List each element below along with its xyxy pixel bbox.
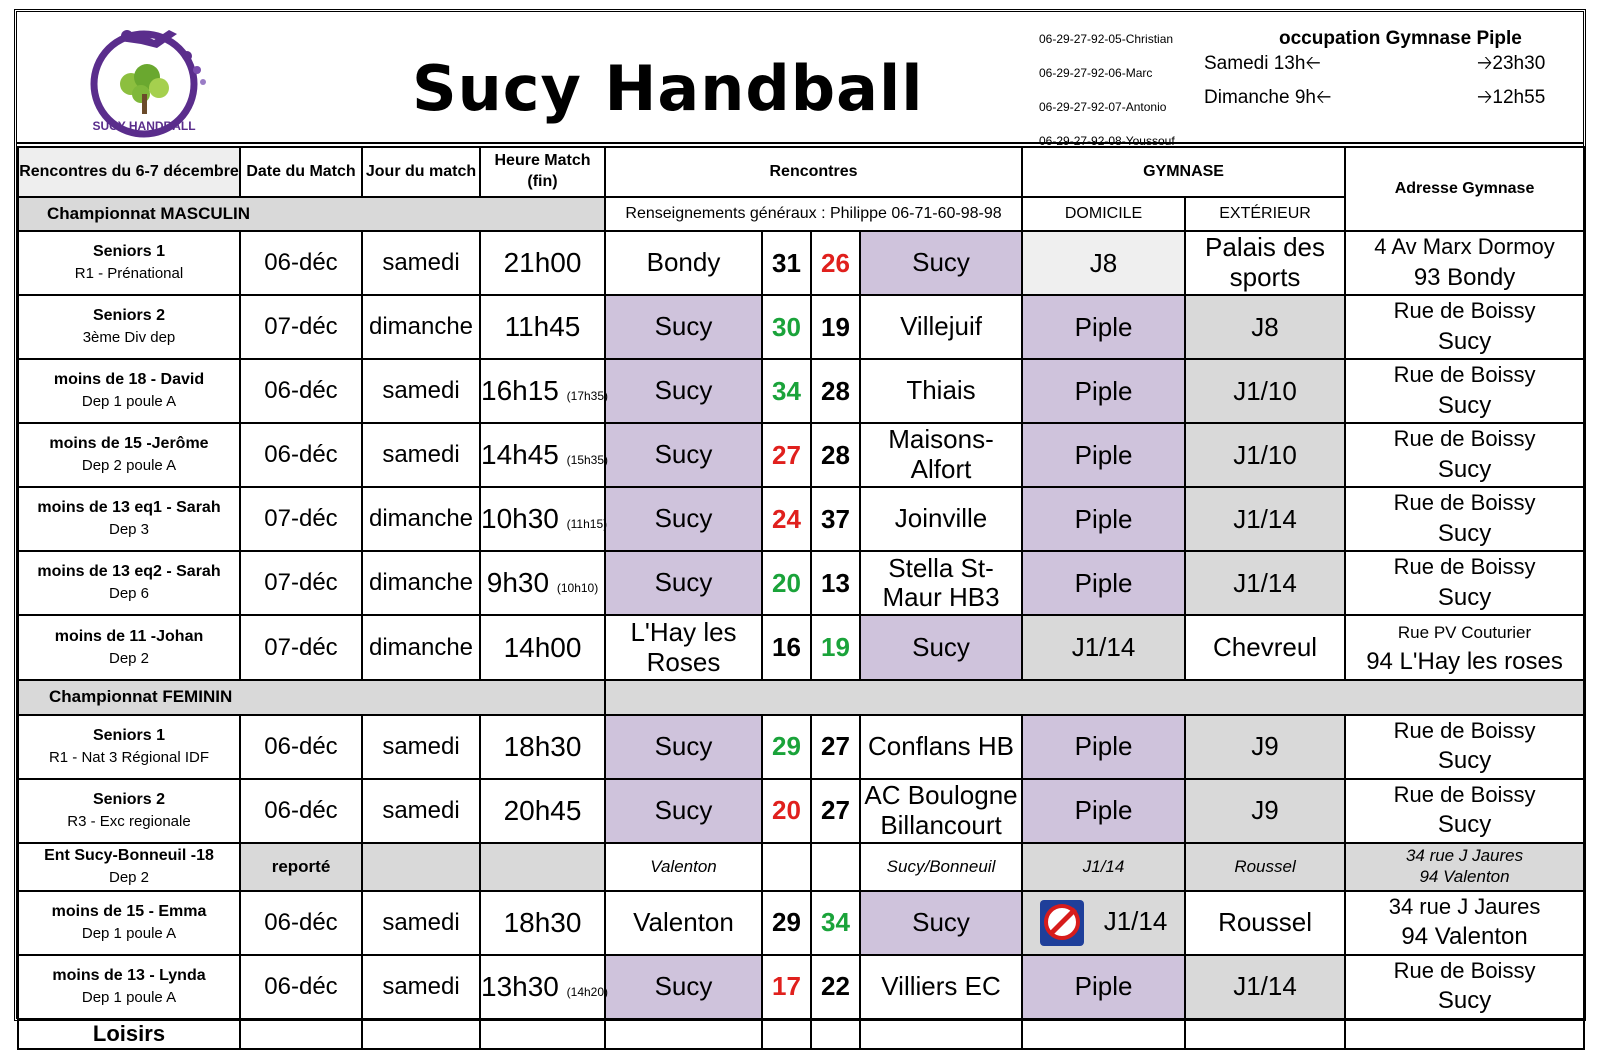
gym-domicile: [1022, 779, 1185, 843]
address-line-1: Rue de Boissy: [1393, 298, 1536, 324]
address-line-2: 94 Valenton: [1419, 866, 1510, 886]
gym-address: [1345, 551, 1584, 615]
table-row: [18, 955, 1584, 1019]
home-team: Sucy: [605, 955, 762, 1019]
saturday-end: [1477, 49, 1545, 81]
match-time: [480, 487, 608, 551]
category-division: Dep 2 poule A: [81, 457, 177, 475]
gym-domicile-text: J1/14: [1082, 856, 1125, 876]
match-time-start: 18h30: [503, 906, 582, 938]
home-score: 24: [762, 487, 811, 551]
empty-cell: [605, 1019, 762, 1049]
gym-address: [1345, 359, 1584, 423]
col-domicile: DOMICILE: [1022, 197, 1185, 231]
match-time: [480, 843, 605, 891]
home-team: Sucy: [605, 779, 762, 843]
category-name: moins de 15 -Jerôme: [49, 435, 209, 453]
category-cell: [18, 891, 240, 955]
gym-domicile: [1022, 955, 1185, 1019]
match-time: [480, 295, 605, 359]
away-score: 34: [811, 891, 860, 955]
match-time-start: 20h45: [503, 794, 582, 826]
table-row: [18, 615, 1584, 679]
match-day: samedi: [362, 359, 480, 423]
address-line-1: 34 rue J Jaures: [1388, 893, 1541, 919]
address-line-2: Sucy: [1437, 584, 1492, 612]
address-line-2: Sucy: [1437, 520, 1492, 547]
gym-domicile-text: J1/14: [1071, 632, 1136, 662]
category-cell: [18, 231, 240, 295]
away-team: Joinville: [860, 487, 1022, 551]
table-row: [18, 843, 1584, 891]
gym-exterieur: J8: [1185, 295, 1345, 359]
occupation-title: occupation Gymnase Piple: [1279, 28, 1522, 49]
empty-cell: [1022, 1019, 1185, 1049]
category-cell: [18, 359, 240, 423]
home-score: 30: [762, 295, 811, 359]
gym-domicile: [1022, 295, 1185, 359]
category-name: Seniors 2: [92, 307, 166, 325]
away-team: Conflans HB: [860, 715, 1022, 779]
home-score: 27: [762, 423, 811, 487]
away-score: 37: [811, 487, 860, 551]
home-team: Sucy: [605, 295, 762, 359]
gym-address: [1345, 891, 1584, 955]
gym-domicile: [1022, 715, 1185, 779]
match-time: [480, 955, 609, 1019]
gym-domicile-text: Piple: [1074, 971, 1133, 1002]
gym-domicile-text: Piple: [1074, 503, 1133, 534]
home-score: 34: [762, 359, 811, 423]
match-time-end: (10h10): [556, 581, 599, 596]
match-day: dimanche: [362, 615, 480, 679]
category-division: Dep 6: [108, 585, 150, 603]
match-time-start: 16h15: [481, 375, 559, 407]
category-name: moins de 11 -Johan: [54, 627, 204, 645]
col-heure: Heure Match (fin): [480, 147, 605, 197]
home-score: 29: [762, 891, 811, 955]
match-time-start: 14h00: [503, 631, 582, 663]
address-line-2: Sucy: [1437, 455, 1492, 483]
match-date: 07-déc: [240, 551, 362, 615]
category-name: Seniors 2: [92, 790, 166, 808]
category-cell: [18, 295, 240, 359]
match-day: [362, 843, 480, 891]
saturday-start-text: Samedi 13h: [1204, 53, 1306, 74]
address-line-1: 4 Av Marx Dormoy: [1374, 234, 1555, 259]
category-division: Dep 2: [108, 649, 150, 667]
home-score: 20: [762, 551, 811, 615]
category-division: R1 - Prénational: [74, 265, 184, 283]
section-masculin: Championnat MASCULIN: [18, 197, 605, 231]
col-adresse: Adresse Gymnase: [1345, 147, 1584, 231]
empty-cell: [860, 1019, 1022, 1049]
home-team: Bondy: [605, 231, 762, 295]
match-date: 06-déc: [240, 715, 362, 779]
gym-address: [1345, 715, 1584, 779]
col-rencontres: Rencontres: [605, 147, 1022, 197]
match-time: [480, 715, 605, 779]
no-photo-prohibition-icon: [1040, 900, 1084, 946]
away-team: Sucy: [860, 615, 1022, 679]
page-header: [17, 12, 1583, 148]
section-loisirs: Loisirs: [18, 1019, 240, 1049]
match-date: 06-déc: [240, 779, 362, 843]
match-date: 07-déc: [240, 295, 362, 359]
match-date: 07-déc: [240, 487, 362, 551]
phone-youssouf: 06-29-27-92-08-Youssouf: [1039, 134, 1175, 148]
section-row-feminin: [18, 680, 1584, 715]
match-time-start: 14h45: [481, 439, 559, 471]
category-name: moins de 13 eq2 - Sarah: [37, 563, 221, 581]
match-date: 06-déc: [240, 891, 362, 955]
category-name: Ent Sucy-Bonneuil -18: [44, 846, 214, 864]
schedule-table: [17, 146, 1585, 1050]
gym-domicile-text: J1/14: [1103, 905, 1168, 936]
address-line-1: Rue PV Couturier: [1397, 623, 1532, 643]
match-date: reporté: [240, 843, 362, 891]
home-team: Valenton: [605, 891, 762, 955]
table-row: [18, 779, 1584, 843]
table-row: [18, 359, 1584, 423]
address-line-2: Sucy: [1437, 811, 1492, 839]
category-cell: [18, 779, 240, 843]
saturday-end-text: 23h30: [1492, 53, 1546, 74]
match-time: [480, 423, 609, 487]
home-team: Sucy: [605, 423, 762, 487]
arrow-right-icon: 🡢: [1477, 87, 1493, 108]
category-cell: [18, 615, 240, 679]
home-score: 20: [762, 779, 811, 843]
arrow-right-icon: 🡢: [1477, 53, 1493, 74]
home-score: 17: [762, 955, 811, 1019]
gym-address: [1345, 955, 1584, 1019]
schedule-body: [18, 147, 1584, 1049]
col-rencontres-du: Rencontres du 6-7 décembre: [18, 147, 240, 197]
away-score: 27: [811, 779, 860, 843]
gym-exterieur: Palais des sports: [1185, 231, 1345, 295]
home-team: L'Hay les Roses: [605, 615, 762, 679]
home-score: 29: [762, 715, 811, 779]
away-score: 28: [811, 423, 860, 487]
phone-list: [1039, 22, 1175, 158]
match-day: samedi: [362, 955, 480, 1019]
saturday-start: [1204, 49, 1321, 81]
address-line-1: Rue de Boissy: [1393, 957, 1536, 983]
address-line-2: Sucy: [1437, 391, 1492, 419]
category-name: Seniors 1: [92, 726, 166, 744]
gym-address: [1345, 295, 1584, 359]
match-time-end: (17h35): [566, 389, 609, 404]
gym-exterieur: J1/14: [1185, 551, 1345, 615]
address-line-1: Rue de Boissy: [1393, 426, 1536, 452]
gym-domicile-text: Piple: [1074, 795, 1133, 826]
col-exterieur: EXTÉRIEUR: [1185, 197, 1345, 231]
sunday-start-text: Dimanche 9h: [1204, 87, 1316, 108]
home-score: [762, 843, 811, 891]
gym-address: [1345, 487, 1584, 551]
category-division: Dep 1 poule A: [81, 988, 177, 1006]
away-score: 27: [811, 715, 860, 779]
address-line-1: Rue de Boissy: [1393, 781, 1536, 807]
table-row: [18, 295, 1584, 359]
address-line-1: Rue de Boissy: [1393, 362, 1536, 388]
match-time-end: (14h20): [566, 984, 609, 999]
gym-exterieur: Roussel: [1185, 891, 1345, 955]
category-cell: [18, 551, 240, 615]
away-team: AC Boulogne Billancourt: [860, 779, 1022, 843]
match-time-start: 18h30: [503, 730, 582, 762]
phone-christian: 06-29-27-92-05-Christian: [1039, 32, 1174, 46]
gym-exterieur: J1/10: [1185, 359, 1345, 423]
match-time: [480, 891, 605, 955]
address-line-2: Sucy: [1437, 987, 1492, 1015]
table-row: [18, 487, 1584, 551]
away-team: Stella St-Maur HB3: [860, 551, 1022, 615]
table-row: [18, 551, 1584, 615]
gym-exterieur: J9: [1185, 715, 1345, 779]
gym-exterieur: Chevreul: [1185, 615, 1345, 679]
away-team: Maisons-Alfort: [860, 423, 1022, 487]
match-day: dimanche: [362, 487, 480, 551]
gym-domicile: [1022, 423, 1185, 487]
match-day: samedi: [362, 715, 480, 779]
address-line-2: Sucy: [1437, 327, 1492, 355]
match-time-end: (15h35): [566, 453, 609, 468]
gym-domicile-text: Piple: [1074, 439, 1133, 470]
empty-cell: [1345, 1019, 1584, 1049]
address-line-2: 94 Valenton: [1401, 923, 1528, 951]
away-score: 13: [811, 551, 860, 615]
match-day: dimanche: [362, 295, 480, 359]
gym-address: [1345, 615, 1584, 679]
match-day: dimanche: [362, 551, 480, 615]
home-team: Valenton: [605, 843, 762, 891]
match-date: 06-déc: [240, 955, 362, 1019]
empty-cell: [811, 1019, 860, 1049]
address-line-2: Sucy: [1437, 747, 1492, 775]
gym-domicile-text: Piple: [1074, 375, 1133, 406]
away-score: [811, 843, 860, 891]
away-team: Sucy/Bonneuil: [860, 843, 1022, 891]
empty-cell: [1185, 1019, 1345, 1049]
away-score: 22: [811, 955, 860, 1019]
away-team: Villejuif: [860, 295, 1022, 359]
category-cell: [18, 423, 240, 487]
gym-domicile-text: Piple: [1074, 567, 1133, 598]
table-row: [18, 891, 1584, 955]
home-team: Sucy: [605, 715, 762, 779]
gym-domicile: [1022, 551, 1185, 615]
match-time-start: 13h30: [481, 970, 559, 1002]
arrow-left-icon: 🡠: [1305, 53, 1321, 74]
match-date: 07-déc: [240, 615, 362, 679]
gym-domicile: [1022, 843, 1185, 891]
match-time: [480, 551, 605, 615]
category-division: Dep 2: [108, 868, 150, 886]
address-line-1: Rue de Boissy: [1393, 490, 1536, 516]
sunday-start: [1204, 83, 1331, 115]
category-division: R1 - Nat 3 Régional IDF: [48, 748, 210, 766]
home-team: Sucy: [605, 487, 762, 551]
match-day: samedi: [362, 891, 480, 955]
away-score: 19: [811, 615, 860, 679]
address-line-2: 93 Bondy: [1413, 263, 1516, 291]
sunday-end-text: 12h55: [1492, 87, 1546, 108]
general-info: Renseignements généraux : Philippe 06-71-60-98-98: [605, 197, 1022, 231]
match-time: [480, 615, 605, 679]
empty-cell: [480, 1019, 605, 1049]
gym-domicile-text: Piple: [1074, 731, 1133, 762]
col-date: Date du Match: [240, 147, 362, 197]
away-team: Villiers EC: [860, 955, 1022, 1019]
table-row: [18, 231, 1584, 295]
col-gymnase: GYMNASE: [1022, 147, 1345, 197]
away-score: 28: [811, 359, 860, 423]
category-name: moins de 13 eq1 - Sarah: [37, 499, 221, 517]
empty-cell: [362, 1019, 480, 1049]
match-time-end: (11h15): [566, 517, 608, 532]
away-score: 26: [811, 231, 860, 295]
club-logo: [79, 22, 214, 144]
home-team: Sucy: [605, 551, 762, 615]
match-time: [480, 359, 609, 423]
page-title: Sucy Handball: [412, 52, 924, 125]
match-time-start: 11h45: [504, 311, 581, 343]
away-score: 19: [811, 295, 860, 359]
category-cell: [18, 487, 240, 551]
address-line-2: 94 L'Hay les roses: [1366, 648, 1563, 676]
gym-exterieur: J1/14: [1185, 487, 1345, 551]
home-team: Sucy: [605, 359, 762, 423]
match-time-start: 21h00: [503, 247, 582, 279]
category-cell: [18, 843, 240, 891]
category-division: 3ème Div dep: [82, 329, 176, 347]
arrow-left-icon: 🡠: [1315, 87, 1332, 108]
gym-domicile: [1022, 231, 1185, 295]
table-row: [18, 715, 1584, 779]
section-feminin: Championnat FEMININ: [18, 680, 605, 715]
gym-address: [1345, 843, 1584, 891]
address-line-1: Rue de Boissy: [1393, 554, 1536, 580]
category-name: moins de 13 - Lynda: [52, 966, 206, 984]
phone-marc: 06-29-27-92-06-Marc: [1039, 66, 1153, 80]
address-line-1: Rue de Boissy: [1393, 717, 1536, 743]
match-time-start: 10h30: [481, 503, 559, 535]
logo-text: SUCY HANDBALL: [92, 119, 196, 133]
gym-domicile: [1022, 359, 1185, 423]
empty-cell: [240, 1019, 362, 1049]
category-cell: [18, 715, 240, 779]
away-team: Thiais: [860, 359, 1022, 423]
category-cell: [18, 955, 240, 1019]
category-name: moins de 15 - Emma: [51, 902, 207, 920]
sunday-end: [1477, 83, 1545, 115]
match-date: 06-déc: [240, 359, 362, 423]
gym-domicile: [1022, 615, 1185, 679]
gym-address: [1345, 423, 1584, 487]
home-score: 16: [762, 615, 811, 679]
match-time: [480, 779, 605, 843]
home-score: 31: [762, 231, 811, 295]
gym-domicile: [1022, 891, 1185, 955]
gym-domicile-text: Piple: [1074, 311, 1133, 342]
category-division: Dep 3: [108, 521, 150, 539]
match-time-start: 9h30: [486, 567, 550, 599]
empty-cell: [762, 1019, 811, 1049]
gym-exterieur: J1/14: [1185, 955, 1345, 1019]
match-day: samedi: [362, 779, 480, 843]
table-row: [18, 423, 1584, 487]
prohibition-sign: [1044, 904, 1080, 940]
gym-exterieur: J1/10: [1185, 423, 1345, 487]
away-team: Sucy: [860, 231, 1022, 295]
match-day: samedi: [362, 231, 480, 295]
category-division: R3 - Exc regionale: [67, 812, 191, 830]
gym-exterieur: J9: [1185, 779, 1345, 843]
gym-domicile-text: J8: [1089, 247, 1118, 278]
col-jour: Jour du match: [362, 147, 480, 197]
gym-address: [1345, 231, 1584, 295]
gym-exterieur: Roussel: [1185, 843, 1345, 891]
category-name: Seniors 1: [92, 243, 166, 261]
category-division: Dep 1 poule A: [81, 924, 177, 942]
match-day: samedi: [362, 423, 480, 487]
away-team: Sucy: [860, 891, 1022, 955]
section-row-loisirs: [18, 1019, 1584, 1049]
section-feminin-filler: [605, 680, 1584, 715]
phone-antonio: 06-29-27-92-07-Antonio: [1039, 100, 1167, 114]
match-time: [480, 231, 605, 295]
category-division: Dep 1 poule A: [81, 393, 177, 411]
match-date: 06-déc: [240, 423, 362, 487]
category-name: moins de 18 - David: [53, 371, 205, 389]
gym-address: [1345, 779, 1584, 843]
gym-domicile: [1022, 487, 1185, 551]
address-line-1: 34 rue J Jaures: [1405, 846, 1524, 866]
match-date: 06-déc: [240, 231, 362, 295]
